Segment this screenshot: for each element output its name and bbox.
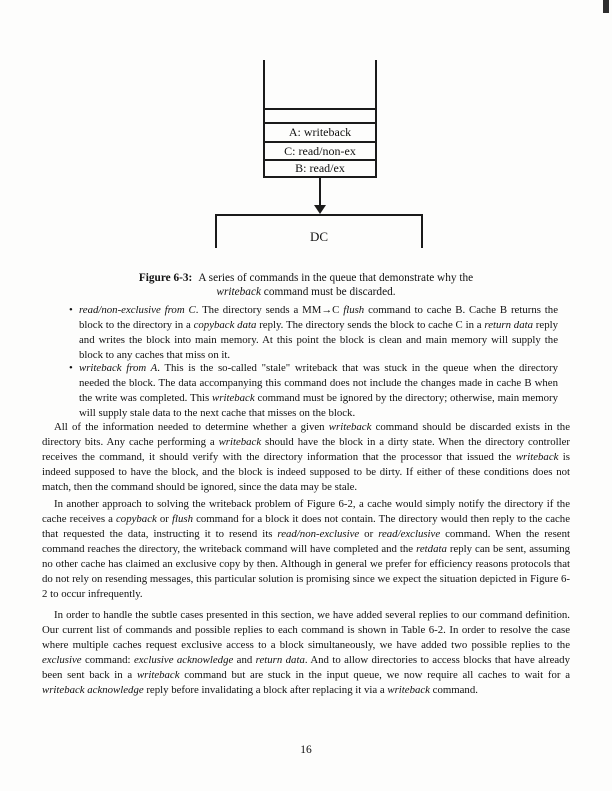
queue-row-a-writeback: A: writeback <box>265 122 375 141</box>
figure-caption-line2: writeback command must be discarded. <box>216 286 396 298</box>
queue-row-empty <box>265 108 375 122</box>
bullet-text: writeback from A. This is the so-called "stale" writeback that was stuck in the queue when the directory needed the block. The data accompanying this command does not include the changes made in cache B when the write was completed. This writeback command must be ignored by the directory; otherwise, main memory will supply stale data to the next cache that misses on the block. <box>79 362 558 419</box>
figure-caption-label: Figure 6-3: <box>138 272 193 284</box>
queue-diagram <box>263 60 377 178</box>
dc-label: DC <box>309 229 329 244</box>
figure-caption-text: A series of commands in the queue that demonstrate why the <box>198 272 474 284</box>
figure-caption <box>56 271 556 299</box>
figure-caption-line1 <box>56 271 556 285</box>
body-paragraph-3: In order to handle the subtle cases presented in this section, we have added several replies to our command definition. Our current list of commands and possible replies to each command is shown in Table 6-2. In order to resolve the case where multiple caches request exclusive access to a block simultaneously, we have added two possible replies to the exclusive command: exclusive acknowledge and return data. And to allow directories to access blocks that have already been sent back in a writeback command but are stuck in the input queue, we now require all caches to wait for a writeback acknowledge reply before invalidating a block after replacing it via a writeback command. <box>42 609 570 696</box>
page-number: 16 <box>300 744 312 756</box>
bullet-item-writeback <box>69 361 558 421</box>
dc-box <box>215 214 423 248</box>
body-paragraph-1: All of the information needed to determine whether a given writeback command should be discarded exists in the directory bits. Any cache performing a writeback should have the block in a dirty state. When the directory controller receives the command, it should verify with the directory information that the processor that issued the writeback is indeed supposed to have the block, and the block is indeed supposed to be dirty. If either of these conditions does not match, then the command should be ignored, since the data may be stale. <box>42 421 570 493</box>
arrow-down-line <box>319 178 321 207</box>
arrow-down-icon <box>314 205 326 214</box>
scan-artifact-mark <box>603 0 609 13</box>
queue-row-b-read-ex: B: read/ex <box>265 159 375 176</box>
queue-row-c-read-non-ex: C: read/non-ex <box>265 141 375 159</box>
bullet-text: read/non-exclusive from C. The directory sends a MM→C flush command to cache B. Cache B returns the block to the directory in a copyback data reply. The directory sends the block to cache C in a return data reply and writes the block into main memory. At this point the block is clean and main memory will supply the block to any caches that miss on it. <box>79 304 558 361</box>
body-paragraph-2: In another approach to solving the writeback problem of Figure 6-2, a cache would simply notify the directory if the cache receives a copyback or flush command for a block it does not contain. The directory would then reply to the cache that requested the data, instructing it to resend its read/non-exclusive or read/exclusive command. When the resent command reaches the directory, the writeback command will have completed and the retdata reply can be sent, assuming no other cache has claimed an exclusive copy by then. Although in general we prefer for efficiency reasons protocols that do not rely on resending messages, this particular solution is promising since we expect the situation depicted in Figure 6-2 to occur infrequently. <box>42 498 571 600</box>
bullet-item-read-non-exclusive <box>69 303 558 363</box>
bullet-marker: • <box>69 362 73 374</box>
queue-rows <box>265 108 375 176</box>
bullet-marker: • <box>69 304 73 316</box>
